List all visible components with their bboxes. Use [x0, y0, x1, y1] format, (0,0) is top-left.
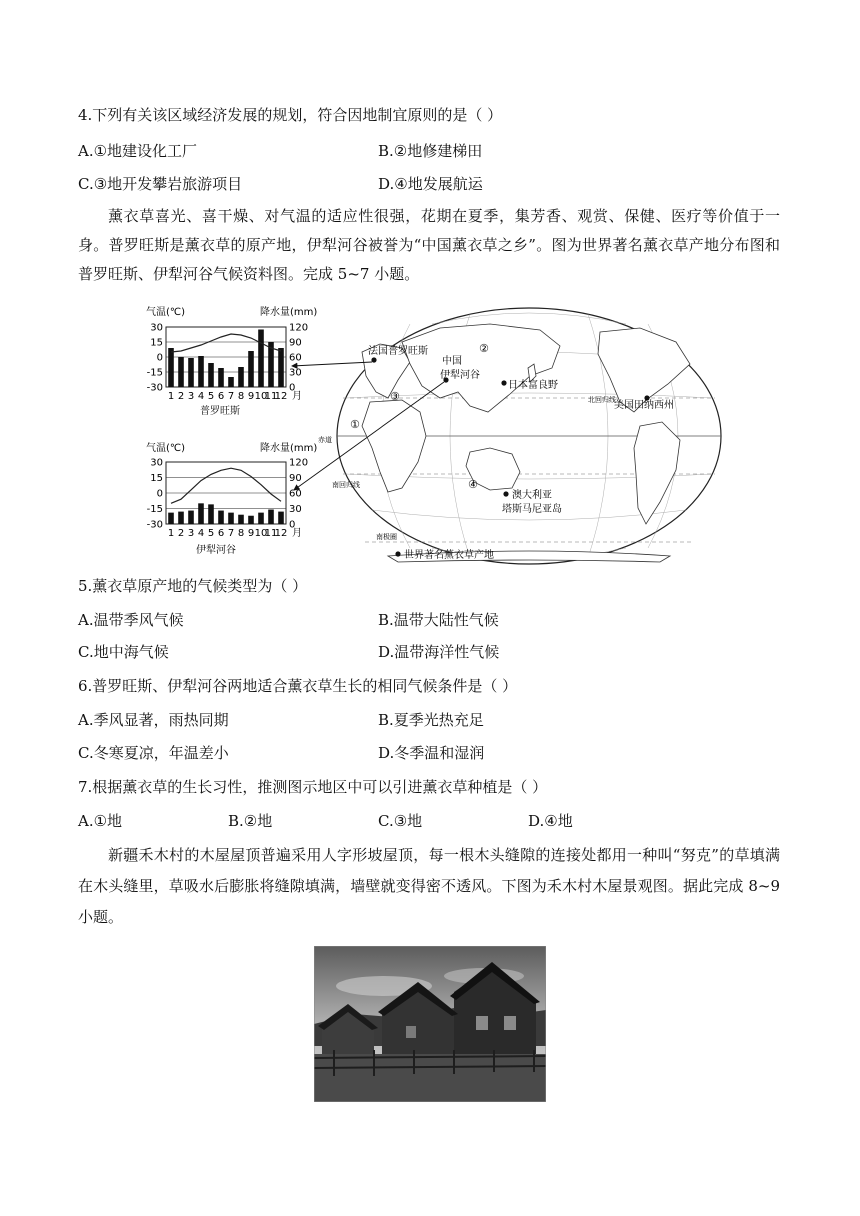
- month-tick-label: 2: [177, 528, 185, 539]
- q6-option-a: A.季风显著，雨热同期: [78, 711, 229, 729]
- temp-tick-label: -30: [146, 519, 163, 531]
- label-provence: 法国普罗旺斯: [368, 346, 428, 357]
- month-tick-label: 7: [227, 391, 235, 402]
- q6-option-b: B.夏季光热充足: [378, 711, 484, 729]
- site-tasmania: [503, 491, 508, 496]
- label-australia: 澳大利亚: [512, 490, 552, 501]
- month-unit-label: 月: [292, 391, 302, 402]
- q4-option-a: A.①地建设化工厂: [78, 142, 198, 160]
- month-tick-label: 8: [237, 391, 245, 402]
- marker-4: ④: [468, 478, 478, 491]
- precip-bar: [248, 516, 254, 524]
- month-tick-label: 6: [217, 391, 225, 402]
- precip-bar: [258, 330, 264, 388]
- site-provence: [371, 357, 376, 362]
- month-tick-label: 8: [237, 528, 245, 539]
- precip-bar: [278, 348, 284, 387]
- q6-option-c: C.冬寒夏凉，年温差小: [78, 744, 229, 762]
- precip-bar: [228, 513, 234, 524]
- label-antarctic: 南极圈: [376, 533, 397, 541]
- temp-tick-label: -30: [146, 382, 163, 394]
- precip-tick-label: 60: [289, 488, 302, 500]
- temp-tick-label: 15: [150, 337, 163, 349]
- temperature-curve: [171, 468, 281, 503]
- q5-option-a: A.温带季风气候: [78, 611, 184, 629]
- precip-tick-label: 30: [289, 367, 302, 379]
- precip-bar: [188, 358, 194, 387]
- precip-tick-label: 0: [289, 519, 296, 531]
- chart2-temp-label: 气温(℃): [146, 443, 186, 454]
- precip-bar: [238, 367, 244, 387]
- precip-bar: [208, 504, 214, 524]
- month-tick-label: 10: [254, 391, 268, 402]
- legend-dot: [395, 551, 400, 556]
- marker-2: ②: [479, 342, 489, 355]
- precip-tick-label: 90: [289, 473, 302, 484]
- legend-label: 世界著名薰衣草产地: [404, 550, 494, 561]
- month-tick-label: 11: [264, 528, 278, 539]
- label-tropic-n: 北回归线: [588, 396, 616, 404]
- precip-bar: [218, 368, 224, 387]
- q5-option-b: B.温带大陆性气候: [378, 611, 499, 629]
- precip-bar: [268, 510, 274, 524]
- month-tick-label: 3: [187, 528, 195, 539]
- precip-bar: [258, 513, 264, 524]
- q6-option-d: D.冬季温和湿润: [378, 744, 485, 762]
- precip-bar: [178, 512, 184, 524]
- month-tick-label: 9: [247, 391, 255, 402]
- precip-tick-label: 0: [289, 382, 296, 394]
- q4-option-b: B.②地修建梯田: [378, 142, 483, 160]
- precip-tick-label: 30: [289, 504, 302, 515]
- q5-option-d: D.温带海洋性气候: [378, 643, 500, 661]
- month-tick-label: 12: [274, 391, 288, 402]
- label-tasmania: 塔斯马尼亚岛: [502, 504, 562, 515]
- chart2-precip-label: 降水量(mm): [260, 443, 318, 454]
- precip-bar: [168, 348, 174, 387]
- q7-option-a: A.①地: [78, 812, 123, 830]
- chart1-precip-label: 降水量(mm): [260, 307, 318, 318]
- month-tick-label: 2: [177, 391, 185, 402]
- chart2-name: 伊犁河谷: [196, 545, 236, 556]
- precip-tick-label: 120: [289, 322, 309, 334]
- q7-option-b: B.②地: [228, 812, 273, 830]
- precip-bar: [198, 503, 204, 524]
- month-tick-label: 10: [254, 528, 268, 539]
- precip-tick-label: 120: [289, 457, 309, 469]
- precip-bar: [188, 511, 194, 524]
- q7-stem: 7.根据薰衣草的生长习性，推测图示地区中可以引进薰衣草种植是（ ）: [78, 778, 548, 796]
- month-tick-label: 5: [207, 391, 215, 402]
- lavender-figure: [140, 302, 730, 570]
- chart1-temp-label: 气温(℃): [146, 307, 186, 318]
- passage-lavender: 薰衣草喜光、喜干燥、对气温的适应性很强，花期在夏季，集芳香、观赏、保健、医疗等价值于一身。普罗旺斯是薰衣草的原产地，伊犁河谷被誉为“中国薰衣草之乡”。图为世界著名薰衣草产地分布图和普罗旺斯、伊犁河谷气候资料图。完成 5~7 小题。: [78, 207, 780, 283]
- month-tick-label: 4: [197, 528, 205, 539]
- precip-bar: [238, 515, 244, 524]
- month-tick-label: 11: [264, 391, 278, 402]
- month-tick-label: 1: [167, 391, 175, 402]
- month-unit-label: 月: [292, 528, 302, 539]
- hemu-village-photo: [314, 946, 546, 1102]
- month-tick-label: 7: [227, 528, 235, 539]
- q7-option-c: C.③地: [378, 812, 423, 830]
- month-tick-label: 12: [274, 528, 288, 539]
- label-yili: 伊犁河谷: [440, 370, 480, 381]
- temp-tick-label: 0: [156, 488, 163, 500]
- marker-3: ③: [390, 390, 400, 403]
- q4-option-d: D.④地发展航运: [378, 175, 483, 193]
- arrow-provence: [292, 362, 372, 366]
- climate-chart-provence: [146, 305, 317, 417]
- label-tropic-s: 南回归线: [332, 481, 360, 489]
- precip-bar: [278, 512, 284, 524]
- q5-option-c: C.地中海气候: [78, 643, 169, 661]
- label-furano: 日本富良野: [508, 380, 558, 391]
- temperature-curve: [171, 334, 281, 352]
- precip-bar: [208, 363, 214, 387]
- q4-option-c: C.③地开发攀岩旅游项目: [78, 175, 243, 193]
- temp-tick-label: 30: [150, 457, 163, 469]
- q5-stem: 5.薰衣草原产地的气候类型为（ ）: [78, 577, 308, 595]
- temp-tick-label: 30: [150, 322, 163, 334]
- precip-tick-label: 60: [289, 352, 302, 364]
- temp-tick-label: -15: [146, 367, 163, 379]
- precip-tick-label: 90: [289, 337, 302, 349]
- world-map: [318, 308, 721, 564]
- q7-option-d: D.④地: [528, 812, 573, 830]
- q6-stem: 6.普罗旺斯、伊犁河谷两地适合薰衣草生长的相同气候条件是（ ）: [78, 677, 518, 695]
- label-china: 中国: [442, 356, 462, 367]
- month-tick-label: 4: [197, 391, 205, 402]
- q4-stem: 4.下列有关该区域经济发展的规划，符合因地制宜原则的是（ ）: [78, 106, 503, 124]
- temp-tick-label: 0: [156, 352, 163, 364]
- precip-bar: [178, 357, 184, 387]
- precip-bar: [198, 356, 204, 387]
- precip-bar: [228, 377, 234, 387]
- label-equator: 赤道: [318, 436, 332, 444]
- precip-bar: [218, 511, 224, 524]
- label-tennessee: 美国田纳西州: [614, 400, 674, 411]
- month-tick-label: 6: [217, 528, 225, 539]
- precip-bar: [168, 513, 174, 524]
- site-furano: [501, 380, 506, 385]
- chart1-name: 普罗旺斯: [200, 406, 240, 417]
- temp-tick-label: 15: [150, 473, 163, 484]
- month-tick-label: 3: [187, 391, 195, 402]
- marker-1: ①: [350, 418, 360, 431]
- month-tick-label: 1: [167, 528, 175, 539]
- temp-tick-label: -15: [146, 504, 163, 515]
- climate-chart-yili: [146, 441, 317, 556]
- passage-hemu: 新疆禾木村的木屋屋顶普遍采用人字形坡屋顶，每一根木头缝隙的连接处都用一种叫“努克”的草填满在木头缝里，草吸水后膨胀将缝隙填满，墙壁就变得密不透风。下图为禾木村木屋景观图。据此完成 8~9 小题。: [78, 846, 780, 926]
- month-tick-label: 9: [247, 528, 255, 539]
- month-tick-label: 5: [207, 528, 215, 539]
- precip-bar: [248, 351, 254, 387]
